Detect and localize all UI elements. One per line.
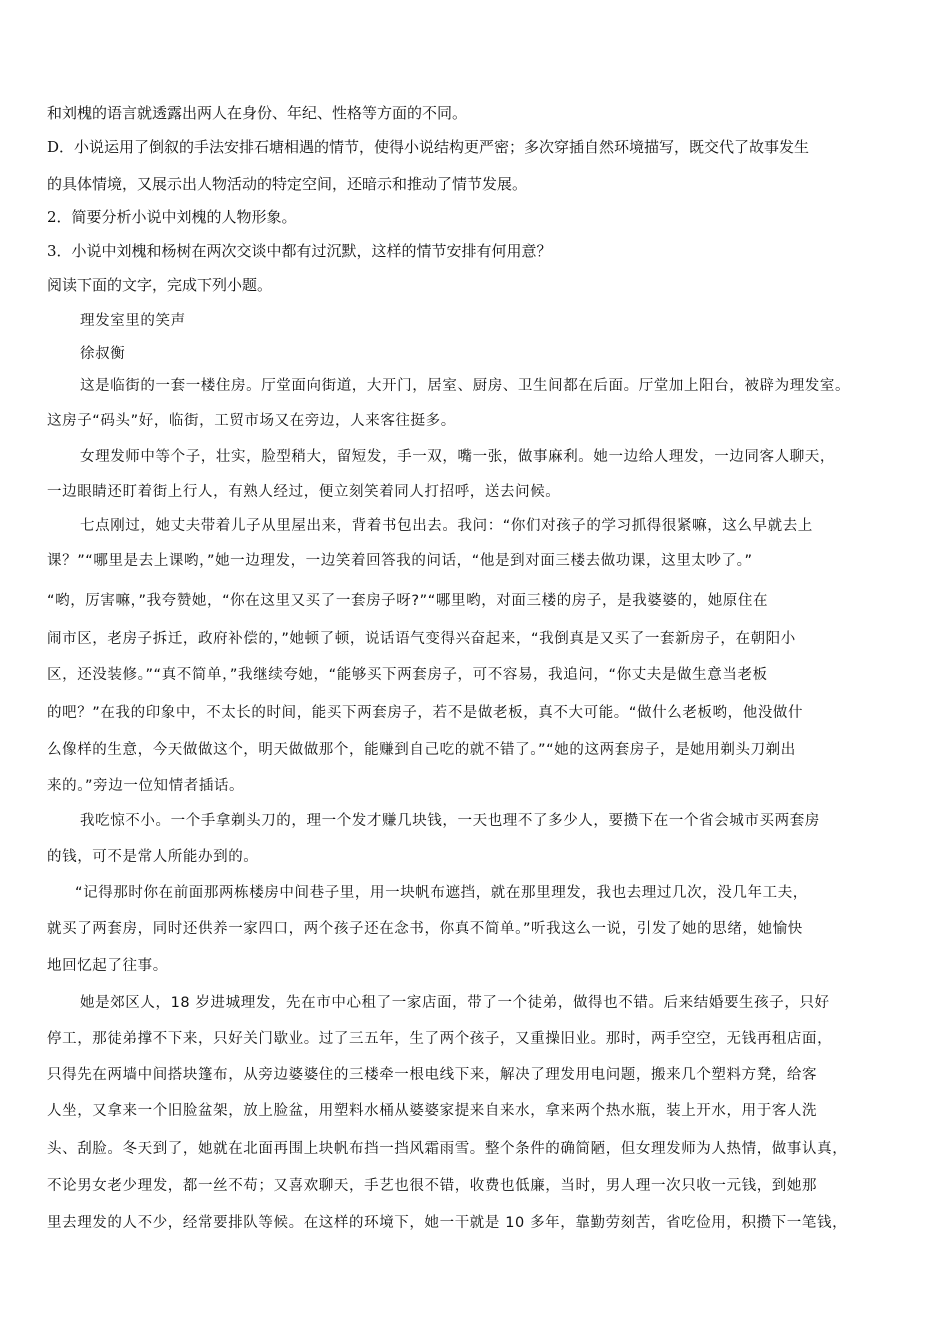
- paragraph-line: 这是临街的一套一楼住房。厅堂面向街道，大开门，居室、厨房、卫生间都在后面。厅堂加上阳台，被辟为理发室。: [80, 378, 851, 394]
- question-3: 3．小说中刘槐和杨树在两次交谈中都有过沉默，这样的情节安排有何用意？: [47, 242, 552, 260]
- paragraph-line: 里去理发的人不少，经常要排队等候。在这样的环境下，她一干就是 10 多年，靠勤劳刻苦，省吃俭用，积攒下一笔钱，: [47, 1215, 848, 1231]
- paragraph-line: 人坐，又拿来一个旧脸盆架，放上脸盆，用塑料水桶从婆婆家提来自来水，拿来两个热水瓶，装上开水，用于客人洗: [47, 1103, 818, 1119]
- article-title: 理发室里的笑声: [80, 313, 186, 329]
- paragraph-line: 课？”“哪里是去上课哟，”她一边理发，一边笑着回答我的问话，“他是到对面三楼去做功课，这里太吵了。”: [47, 553, 753, 569]
- paragraph-line: 她是郊区人，18 岁进城理发，先在市中心租了一家店面，带了一个徒弟，做得也不错。后来结婚要生孩子，只好: [80, 995, 830, 1011]
- paragraph-line: “哟，厉害嘛，”我夸赞她，“你在这里又买了一套房子呀?”“哪里哟，对面三楼的房子，是我婆婆的，她原住在: [47, 593, 769, 609]
- text-line: 和刘槐的语言就透露出两人在身份、年纪、性格等方面的不同。: [47, 104, 468, 122]
- reading-instruction: 阅读下面的文字，完成下列小题。: [47, 276, 273, 294]
- paragraph-line: 的吧？”在我的印象中，不太长的时间，能买下两套房子，若不是做老板，真不大可能。“做什么老板哟，他没做什: [47, 705, 804, 721]
- paragraph-line: 头、刮脸。冬天到了，她就在北面再围上块帆布挡一挡风霜雨雪。整个条件的确简陋，但女理发师为人热情，做事认真，: [47, 1141, 848, 1157]
- paragraph-line: 只得先在两墙中间搭块篷布，从旁边婆婆住的三楼牵一根电线下来，解决了理发用电问题，搬来几个塑料方凳，给客: [47, 1067, 818, 1083]
- article-author: 徐叔衡: [80, 346, 126, 362]
- paragraph-line: 闹市区，老房子拆迁，政府补偿的，”她顿了顿，说话语气变得兴奋起来，“我倒真是又买了一套新房子，在朝阳小: [47, 631, 796, 647]
- paragraph-line: 地回忆起了往事。: [47, 958, 168, 974]
- paragraph-line: 七点刚过，她丈夫带着儿子从里屋出来，背着书包出去。我问：“你们对孩子的学习抓得很紧嘛，这么早就去上: [80, 518, 813, 534]
- paragraph-line: 这房子“码头”好，临街，工贸市场又在旁边，人来客往挺多。: [47, 413, 456, 429]
- paragraph-line: 么像样的生意，今天做做这个，明天做做那个，能赚到自己吃的就不错了。”“她的这两套房子，是她用剃头刀剃出: [47, 742, 796, 758]
- question-2: 2．简要分析小说中刘槐的人物形象。: [47, 208, 297, 226]
- paragraph-line: 就买了两套房，同时还供养一家四口，两个孩子还在念书，你真不简单。”听我这么一说，引发了她的思绪，她愉快: [47, 921, 803, 937]
- paragraph-line: 的钱，可不是常人所能办到的。: [47, 849, 259, 865]
- option-d-line: D．小说运用了倒叙的手法安排石塘相遇的情节，使得小说结构更严密；多次穿插自然环境描写，既交代了故事发生: [47, 138, 810, 156]
- paragraph-line: 一边眼睛还盯着街上行人，有熟人经过，便立刻笑着同人打招呼，送去问候。: [47, 484, 561, 500]
- paragraph-line: 停工，那徒弟撑不下来，只好关门歇业。过了三五年，生了两个孩子，又重操旧业。那时，两手空空，无钱再租店面，: [47, 1031, 833, 1047]
- paragraph-line: 区，还没装修。”“真不简单，”我继续夸她，“能够买下两套房子，可不容易，我追问，“你丈夫是做生意当老板: [47, 667, 768, 683]
- paragraph-line: 我吃惊不小。一个手拿剃头刀的，理一个发才赚几块钱，一天也理不了多少人，要攒下在一个省会城市买两套房: [80, 813, 820, 829]
- paragraph-line: 不论男女老少理发，都一丝不苟；又喜欢聊天，手艺也很不错，收费也低廉，当时，男人理一次只收一元钱，到她那: [47, 1178, 818, 1194]
- paragraph-line: 来的。”旁边一位知情者插话。: [47, 778, 245, 794]
- paragraph-line: 女理发师中等个子，壮实，脸型稍大，留短发，手一双，嘴一张，做事麻利。她一边给人理发，一边同客人聊天，: [80, 449, 835, 465]
- text-line: 的具体情境，又展示出人物活动的特定空间，还暗示和推动了情节发展。: [47, 175, 528, 193]
- paragraph-line: “记得那时你在前面那两栋楼房中间巷子里，用一块帆布遮挡，就在那里理发，我也去理过几次，没几年工夫，: [75, 885, 808, 901]
